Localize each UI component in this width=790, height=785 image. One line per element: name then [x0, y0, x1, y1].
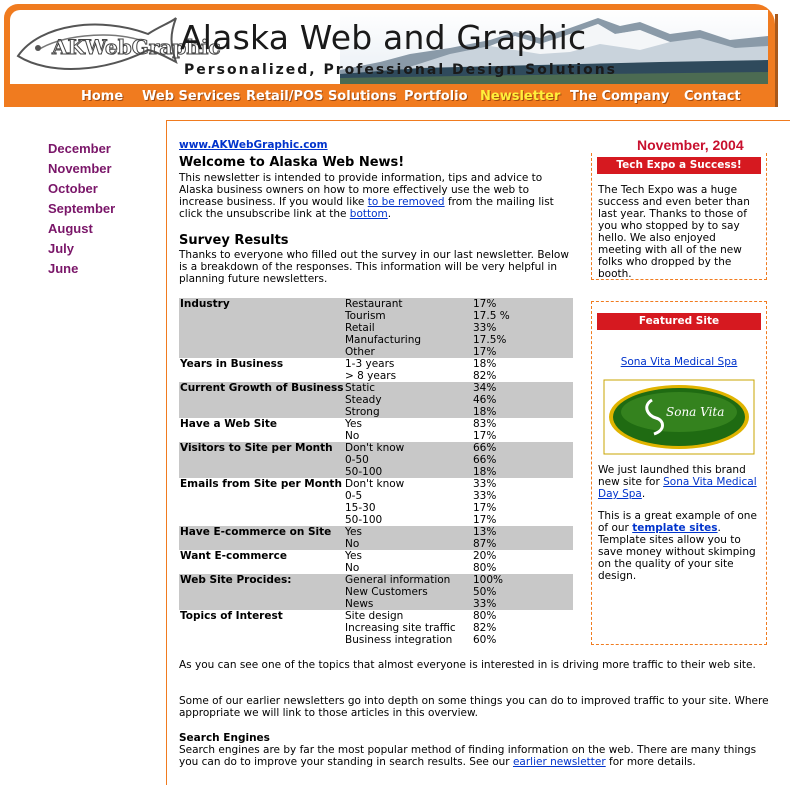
survey-answer: Yes — [344, 526, 472, 538]
logo-text: AKWebGraphic — [52, 35, 221, 59]
survey-percent: 33% — [472, 322, 573, 334]
survey-question-spacer — [179, 346, 344, 358]
template-sites-link[interactable]: template sites — [632, 522, 718, 534]
survey-row — [179, 298, 573, 310]
search-text-2: for more details. — [605, 756, 696, 768]
survey-answer: Other — [344, 346, 472, 358]
header-inner — [10, 10, 768, 84]
survey-question-spacer — [179, 430, 344, 442]
header-banner — [4, 4, 775, 107]
month-link-december[interactable]: December — [48, 141, 111, 156]
survey-row — [179, 622, 573, 634]
survey-percent: 17.5% — [472, 334, 573, 346]
survey-answer: Manufacturing — [344, 334, 472, 346]
survey-answer: 50-100 — [345, 514, 383, 526]
survey-percent: 82% — [473, 622, 497, 634]
survey-question-spacer — [179, 310, 344, 322]
survey-row — [179, 394, 573, 406]
survey-answer: Don't know — [344, 442, 472, 454]
earlier-newsletter-link[interactable]: earlier newsletter — [512, 756, 606, 768]
survey-question-spacer — [179, 586, 344, 598]
template-sites-paragraph — [598, 510, 760, 582]
survey-percent: 100% — [472, 574, 573, 586]
survey-percent: 33% — [472, 598, 573, 610]
nav-the-company[interactable]: The Company — [570, 89, 670, 104]
site-url-link[interactable]: www.AKWebGraphic.com — [179, 139, 328, 151]
survey-row — [179, 454, 573, 466]
survey-question: Emails from Site per Month — [180, 478, 342, 490]
featured-site-heading: Featured Site — [597, 313, 761, 330]
banner-shadow — [775, 14, 778, 107]
survey-question: Have E-commerce on Site — [179, 526, 344, 538]
month-link-august[interactable]: August — [48, 221, 93, 236]
survey-question: Have a Web Site — [180, 418, 278, 430]
survey-percent: 13% — [472, 526, 573, 538]
survey-question-spacer — [179, 454, 344, 466]
survey-percent: 82% — [473, 370, 497, 382]
survey-percent: 18% — [472, 466, 573, 478]
newsletter-content — [166, 120, 790, 785]
survey-row — [179, 370, 573, 382]
survey-answer: 0-50 — [344, 454, 472, 466]
month-link-september[interactable]: September — [48, 201, 116, 216]
sona-vita-day-spa-link[interactable]: Sona Vita Medical Day Spa — [598, 476, 757, 500]
month-link-october[interactable]: October — [48, 181, 98, 196]
survey-row — [179, 334, 573, 346]
survey-percent: 33% — [473, 478, 497, 490]
traffic-paragraph: As you can see one of the topics that almost everyone is interested in is driving more traffic to their web site. — [179, 659, 756, 671]
survey-row — [179, 346, 573, 358]
survey-answer: News — [344, 598, 472, 610]
month-link-june[interactable]: June — [48, 261, 79, 276]
survey-percent: 17% — [472, 346, 573, 358]
survey-row — [179, 502, 573, 514]
survey-answer: No — [344, 538, 472, 550]
survey-row — [179, 310, 573, 322]
survey-answer: Restaurant — [344, 298, 472, 310]
survey-intro: Thanks to everyone who filled out the survey in our last newsletter. Below is a breakdown of the responses. This information will be very helpful in planning future newsletters. — [179, 249, 569, 285]
tech-expo-text: The Tech Expo was a huge success and even beter than last year. Thanks to those of you who stopped by to say hello. We also enjoyed meeting with all of the new folks who dropped by the booth. — [598, 184, 750, 280]
survey-question-spacer — [179, 406, 344, 418]
search-text: Search engines are by far the most popular method of finding information on the web. There are many things you can do to improve your standing in search results. See our — [179, 744, 757, 768]
survey-question-spacer — [179, 502, 344, 514]
survey-answer: 1-3 years — [345, 358, 395, 370]
featured-text: We just laundhed this brand new site for — [598, 464, 746, 488]
survey-percent: 80% — [473, 562, 497, 574]
survey-row — [179, 418, 573, 430]
bottom-link[interactable]: bottom — [349, 208, 388, 220]
survey-row — [179, 514, 573, 526]
survey-percent: 46% — [472, 394, 573, 406]
intro-text: This newsletter is intended to provide information, tips and advice to Alaska business owners on how to more effectively use the web to increase business. If you would like — [179, 172, 543, 208]
survey-answer: New Customers — [344, 586, 472, 598]
survey-question-spacer — [179, 538, 344, 550]
survey-row — [179, 358, 573, 370]
survey-row — [179, 430, 573, 442]
featured-text-2: . — [641, 488, 646, 500]
survey-row — [179, 634, 573, 646]
survey-answer: 50-100 — [344, 466, 472, 478]
welcome-heading: Welcome to Alaska Web News! — [179, 155, 405, 170]
survey-answer: General information — [344, 574, 472, 586]
survey-question: Want E-commerce — [180, 550, 287, 562]
survey-row — [179, 406, 573, 418]
survey-question-spacer — [179, 622, 344, 634]
survey-question: Years in Business — [180, 358, 284, 370]
nav-home[interactable]: Home — [81, 89, 124, 104]
survey-row — [179, 478, 573, 490]
survey-answer: Tourism — [344, 310, 472, 322]
survey-percent: 34% — [472, 382, 573, 394]
survey-percent: 80% — [473, 610, 497, 622]
tech-expo-box — [591, 153, 767, 280]
survey-answer: 15-30 — [345, 502, 376, 514]
featured-site-body — [592, 330, 766, 588]
survey-answer: Site design — [345, 610, 404, 622]
survey-results-table — [179, 298, 573, 646]
survey-question-spacer — [179, 490, 344, 502]
survey-answer: Static — [344, 382, 472, 394]
survey-percent: 17% — [473, 502, 497, 514]
template-text: This is a great example of one of our — [598, 510, 757, 534]
survey-question-spacer — [179, 598, 344, 610]
survey-percent: 20% — [473, 550, 497, 562]
survey-percent: 87% — [472, 538, 573, 550]
newsletter-date: November, 2004 — [637, 137, 744, 153]
survey-question: Current Growth of Business — [180, 382, 344, 394]
survey-percent: 33% — [473, 490, 497, 502]
survey-row — [179, 466, 573, 478]
survey-question: Web Site Procides: — [179, 574, 344, 586]
survey-answer: Business integration — [345, 634, 453, 646]
survey-percent: 17.5 % — [472, 310, 573, 322]
survey-percent: 60% — [473, 634, 497, 646]
survey-row — [179, 490, 573, 502]
survey-percent: 50% — [472, 586, 573, 598]
sona-vita-logo-icon[interactable] — [604, 380, 754, 454]
featured-site-link[interactable]: Sona Vita Medical Spa — [620, 356, 738, 368]
survey-answer: 0-5 — [345, 490, 363, 502]
survey-answer: Strong — [344, 406, 472, 418]
survey-percent: 17% — [472, 298, 573, 310]
archive-month-list — [48, 141, 115, 281]
survey-answer: Yes — [345, 418, 362, 430]
nav-newsletter[interactable]: Newsletter — [480, 89, 561, 104]
survey-row — [179, 598, 573, 610]
survey-row — [179, 562, 573, 574]
survey-question-spacer — [179, 562, 344, 574]
survey-question-spacer — [179, 394, 344, 406]
site-tagline: Personalized, Professional Design Solutions — [184, 62, 618, 78]
survey-question: Visitors to Site per Month — [179, 442, 344, 454]
survey-answer: Don't know — [345, 478, 405, 490]
survey-answer: > 8 years — [345, 370, 397, 382]
survey-question-spacer — [179, 322, 344, 334]
survey-question: Topics of Interest — [180, 610, 283, 622]
survey-percent: 66% — [472, 454, 573, 466]
survey-answer: No — [345, 430, 360, 442]
survey-row — [179, 538, 573, 550]
survey-percent: 17% — [473, 514, 497, 526]
survey-question-spacer — [179, 514, 344, 526]
fish-logo-icon — [10, 10, 221, 84]
survey-heading: Survey Results — [179, 233, 289, 248]
month-link-november[interactable]: November — [48, 161, 112, 176]
month-link-july[interactable]: July — [48, 241, 75, 256]
survey-row — [179, 610, 573, 622]
survey-percent: 66% — [472, 442, 573, 454]
survey-answer: No — [345, 562, 360, 574]
survey-question: Industry — [179, 298, 344, 310]
site-title: Alaska Web and Graphic — [180, 18, 587, 57]
nav-portfolio[interactable]: Portfolio — [404, 89, 468, 104]
survey-row — [179, 322, 573, 334]
search-engines-heading: Search Engines — [179, 732, 270, 744]
featured-site-box — [591, 301, 767, 645]
intro-text-2: from the mailing list click the unsubscribe link at the — [179, 196, 554, 220]
survey-answer: Increasing site traffic — [345, 622, 456, 634]
search-engines-paragraph — [179, 744, 769, 768]
survey-answer: Retail — [344, 322, 472, 334]
survey-question-spacer — [179, 466, 344, 478]
intro-paragraph — [179, 172, 571, 220]
survey-row — [179, 586, 573, 598]
earlier-newsletters-paragraph: Some of our earlier newsletters go into depth on some things you can do to improved traffic to your site. Where appropriate we will link to those articles in this overview. — [179, 695, 769, 719]
sona-vita-logo-text: Sona Vita — [666, 405, 725, 419]
intro-text-3: . — [387, 208, 392, 220]
featured-site-paragraph — [598, 464, 760, 500]
survey-row — [179, 382, 573, 394]
survey-question-spacer — [179, 334, 344, 346]
survey-row — [179, 550, 573, 562]
remove-link[interactable]: to be removed — [367, 196, 445, 208]
survey-percent: 83% — [473, 418, 497, 430]
survey-percent: 18% — [473, 358, 497, 370]
survey-question-spacer — [179, 370, 344, 382]
survey-percent: 18% — [472, 406, 573, 418]
template-text-2: . Template sites allow you to save money without skimping on the quality of your site design. — [598, 522, 756, 582]
nav-contact[interactable]: Contact — [684, 89, 741, 104]
survey-row — [179, 526, 573, 538]
main-nav — [8, 86, 779, 111]
survey-row — [179, 442, 573, 454]
survey-question-spacer — [179, 634, 344, 646]
survey-answer: Steady — [344, 394, 472, 406]
survey-row — [179, 574, 573, 586]
tech-expo-heading: Tech Expo a Success! — [597, 157, 761, 174]
survey-answer: Yes — [345, 550, 362, 562]
nav-web-services[interactable]: Web Services — [142, 89, 241, 104]
nav-retail-pos-solutions[interactable]: Retail/POS Solutions — [246, 89, 397, 104]
survey-percent: 17% — [473, 430, 497, 442]
